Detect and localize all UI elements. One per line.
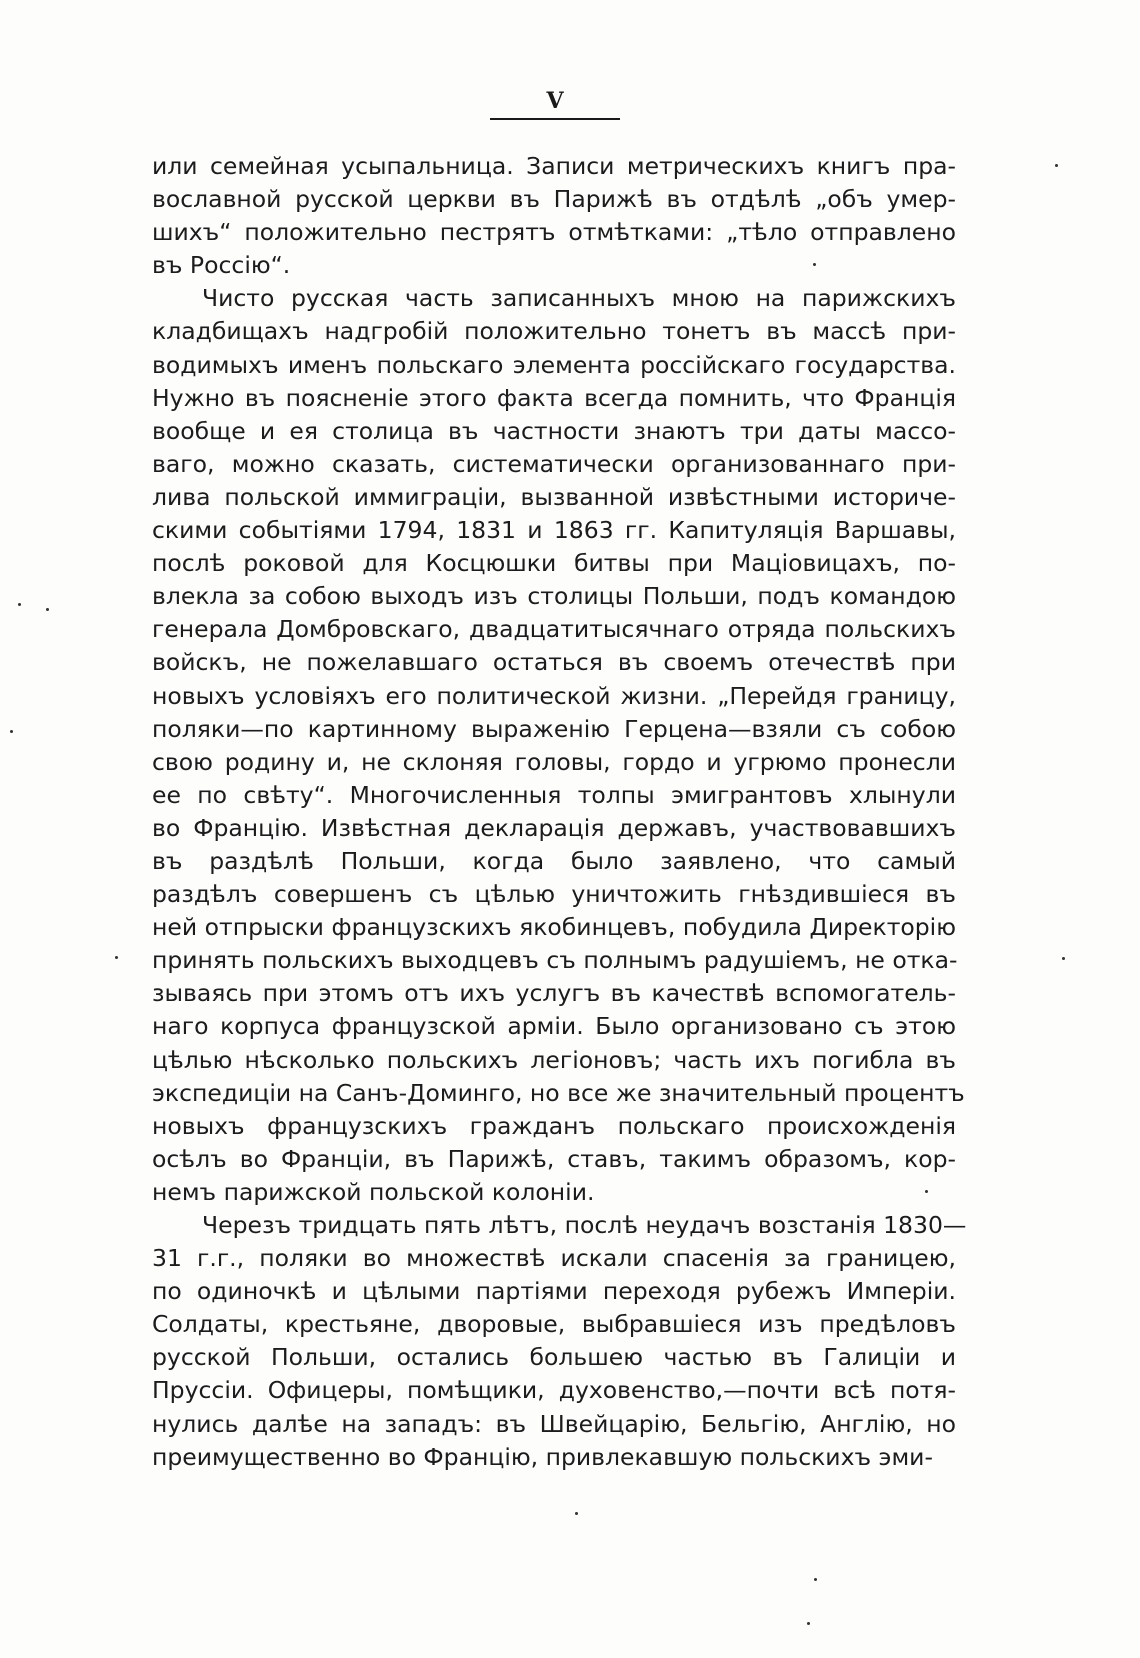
text-line: въ Россію“. [152,251,291,280]
text-line: цѣлью нѣсколько польскихъ легіоновъ; часть ихъ погибла въ [152,1045,956,1074]
text-line: скими событіями 1794, 1831 и 1863 гг. Капитуляція Варшавы, [152,516,956,545]
scan-speck [18,603,21,606]
scan-speck [807,1622,810,1625]
scan-speck [1062,957,1065,960]
text-line: влекла за собою выходъ изъ столицы Польши, подъ командою [152,582,956,611]
text-line: зываясь при этомъ отъ ихъ услугъ въ качествѣ вспомогатель- [152,979,956,1008]
text-line: ее по свѣту“. Многочисленныя толпы эмигрантовъ хлынули [152,780,956,809]
text-line: войскъ, не пожелавшаго остаться въ своемъ отечествѣ при [152,648,956,677]
text-line: Пруссіи. Офицеры, помѣщики, духовенство,—почти всѣ потя- [152,1376,956,1405]
text-line: принять польскихъ выходцевъ съ полнымъ радушіемъ, не отка- [152,946,958,975]
header-rule [490,118,620,120]
text-line: Солдаты, крестьяне, дворовые, выбравшіеся изъ предѣловъ [152,1310,956,1339]
text-line: ней отпрыски французскихъ якобинцевъ, побудила Директорію [152,913,956,942]
text-line: новыхъ условіяхъ его политической жизни. „Перейдя границу, [152,681,956,710]
text-line: раздѣлъ совершенъ съ цѣлью уничтожить гнѣздившіеся въ [152,880,956,909]
scan-speck [1055,164,1058,167]
scan-speck [575,1512,578,1515]
paragraph [152,150,956,282]
text-line: вообще и ея столица въ частности знаютъ три даты массо- [152,416,956,445]
scan-speck [925,1190,928,1193]
scan-speck [10,730,13,733]
text-line: водимыхъ именъ польскаго элемента россійскаго государства. [152,350,956,379]
scan-speck [46,608,49,611]
text-line: русской Польши, остались большею частью въ Галиціи и [152,1343,956,1372]
text-line: свою родину и, не склоняя головы, гордо и угрюмо пронесли [152,747,956,776]
text-line: новыхъ французскихъ гражданъ польскаго происхожденія [152,1111,956,1140]
scan-speck [115,956,118,959]
text-line: генерала Домбровскаго, двадцатитысячнаго отряда польскихъ [152,615,956,644]
text-line: ваго, можно сказать, систематически организованнаго при- [152,449,956,478]
text-line: лива польской иммиграціи, вызванной извѣстными историче- [152,482,956,511]
text-line: во Францію. Извѣстная декларація державъ, участвовавшихъ [152,813,956,842]
text-line: экспедиціи на Санъ-Доминго, но все же значительный процентъ [152,1078,965,1107]
text-line: Черезъ тридцать пять лѣтъ, послѣ неудачъ возстанія 1830— [202,1211,967,1239]
text-line: 31 г.г., поляки во множествѣ искали спасенія за границею, [152,1244,956,1273]
text-line: Нужно въ поясненіе этого факта всегда помнить, что Франція [152,383,956,412]
text-line: наго корпуса французской арміи. Было организовано съ этою [152,1012,956,1041]
paragraph [152,1209,967,1474]
paragraph [152,282,965,1209]
text-line: немъ парижской польской колоніи. [152,1177,595,1206]
scan-speck [814,1578,817,1581]
text-line: или семейная усыпальница. Записи метрическихъ книгъ пра- [152,152,956,180]
text-line: нулись далѣе на западъ: въ Швейцарію, Бельгію, Англію, но [152,1409,956,1438]
text-line: въ раздѣлѣ Польши, когда было заявлено, что самый [152,846,956,875]
text-line: по одиночкѣ и цѣлыми партіями переходя рубежъ Имперіи. [152,1277,956,1306]
page-number: V [546,88,564,114]
text-line: шихъ“ положительно пестрятъ отмѣтками: „тѣло отправлено [152,218,956,247]
text-line: поляки—по картинному выраженію Герцена—взяли съ собою [152,714,956,743]
scan-speck [813,263,816,266]
text-line: послѣ роковой для Косцюшки битвы при Маціовицахъ, по- [152,549,956,578]
text-line: осѣлъ во Франціи, въ Парижѣ, ставъ, такимъ образомъ, кор- [152,1144,956,1173]
text-line: кладбищахъ надгробій положительно тонетъ въ массѣ при- [152,317,956,346]
body-text [152,150,967,1474]
page-header [490,88,620,114]
text-line: преимущественно во Францію, привлекавшую польскихъ эми- [152,1442,933,1471]
text-line: Чисто русская часть записанныхъ мною на парижскихъ [202,284,956,313]
text-line: вославной русской церкви въ Парижѣ въ отдѣлѣ „объ умер- [152,185,956,214]
